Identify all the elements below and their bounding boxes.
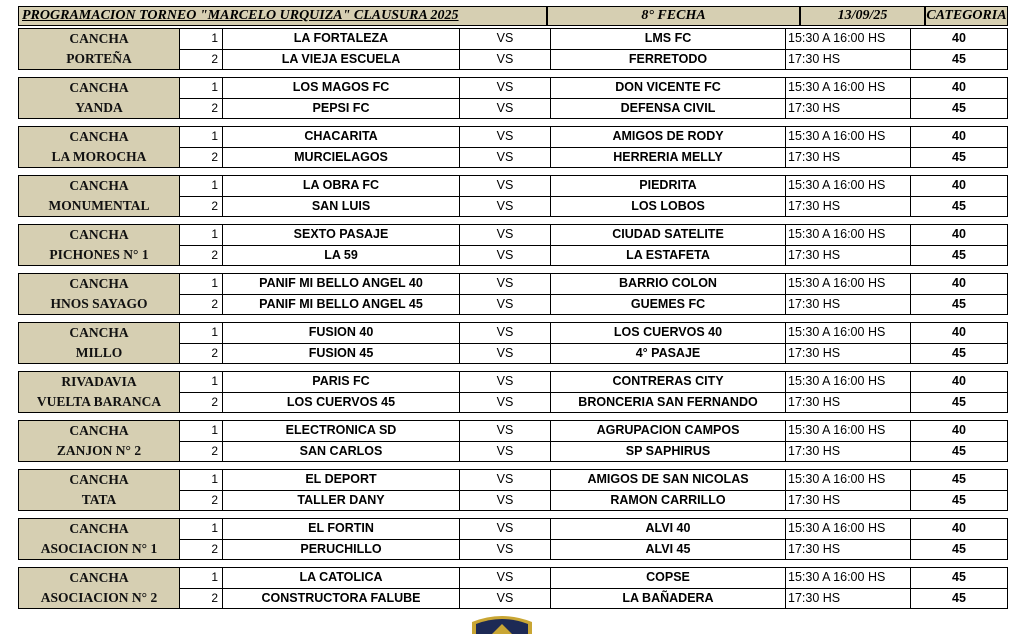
- away-team: LA BAÑADERA: [550, 589, 786, 609]
- match-category: 45: [952, 52, 966, 66]
- home-team: LA CATOLICA: [223, 568, 460, 588]
- match-time: 15:30 A 16:00 HS: [786, 519, 911, 539]
- match-number: 2: [179, 540, 223, 560]
- home-team: LOS MAGOS FC: [223, 78, 460, 98]
- versus-label: VS: [496, 570, 514, 584]
- match-time: 17:30 HS: [786, 197, 911, 217]
- match-row: [179, 421, 1007, 441]
- match-number: 2: [179, 50, 223, 70]
- match-time: 15:30 A 16:00 HS: [786, 323, 911, 343]
- versus-label: VS: [496, 227, 514, 241]
- venue-name-line: RIVADAVIA: [61, 374, 137, 389]
- tournament-title: PROGRAMACION TORNEO "MARCELO URQUIZA" CLAUSURA 2025: [18, 6, 547, 26]
- match-number: 1: [179, 470, 223, 490]
- venue-name: [19, 519, 180, 559]
- venue-block: [18, 77, 1008, 119]
- venue-block: [18, 224, 1008, 266]
- away-team: DEFENSA CIVIL: [550, 99, 786, 119]
- match-category: 40: [952, 521, 966, 535]
- venue-name-line: MILLO: [75, 345, 123, 360]
- venue-block: [18, 126, 1008, 168]
- venue-name-line: CANCHA: [69, 178, 129, 193]
- match-time: 15:30 A 16:00 HS: [786, 225, 911, 245]
- match-row: [179, 274, 1007, 294]
- match-number: 1: [179, 78, 223, 98]
- away-team: LOS CUERVOS 40: [550, 323, 786, 343]
- match-time: 17:30 HS: [786, 246, 911, 266]
- match-category: 40: [952, 325, 966, 339]
- match-category: 45: [952, 297, 966, 311]
- match-time: 15:30 A 16:00 HS: [786, 372, 911, 392]
- match-category: 45: [952, 542, 966, 556]
- match-number: 2: [179, 442, 223, 462]
- match-row: [179, 568, 1007, 588]
- venue-block: [18, 175, 1008, 217]
- match-number: 1: [179, 225, 223, 245]
- match-category: 40: [952, 423, 966, 437]
- away-team: LMS FC: [550, 29, 786, 49]
- home-team: EL DEPORT: [223, 470, 460, 490]
- match-time: 17:30 HS: [786, 148, 911, 168]
- home-team: MURCIELAGOS: [223, 148, 460, 168]
- match-time: 17:30 HS: [786, 540, 911, 560]
- venue-name-line: CANCHA: [69, 423, 129, 438]
- match-category: 45: [952, 444, 966, 458]
- match-category: 45: [952, 150, 966, 164]
- match-time: 15:30 A 16:00 HS: [786, 78, 911, 98]
- match-time: 15:30 A 16:00 HS: [786, 29, 911, 49]
- match-row: [179, 98, 1007, 118]
- match-number: 1: [179, 323, 223, 343]
- versus-label: VS: [496, 178, 514, 192]
- venue-name-line: PORTEÑA: [66, 51, 132, 66]
- venue-name: [19, 470, 180, 510]
- away-team: CONTRERAS CITY: [550, 372, 786, 392]
- match-category: 40: [952, 227, 966, 241]
- home-team: LA 59: [223, 246, 460, 266]
- versus-label: VS: [496, 521, 514, 535]
- match-time: 17:30 HS: [786, 50, 911, 70]
- away-team: DON VICENTE FC: [550, 78, 786, 98]
- match-time: 15:30 A 16:00 HS: [786, 176, 911, 196]
- match-row: [179, 519, 1007, 539]
- header-row: [18, 6, 1008, 26]
- match-number: 1: [179, 127, 223, 147]
- match-number: 2: [179, 99, 223, 119]
- venue-block: [18, 469, 1008, 511]
- match-number: 1: [179, 372, 223, 392]
- away-team: CIUDAD SATELITE: [550, 225, 786, 245]
- versus-label: VS: [496, 444, 514, 458]
- venue-name: [19, 127, 180, 167]
- venue-block: [18, 28, 1008, 70]
- venue-name-line: PICHONES N° 1: [49, 247, 149, 262]
- match-number: 2: [179, 197, 223, 217]
- versus-label: VS: [496, 472, 514, 486]
- match-row: [179, 225, 1007, 245]
- match-time: 17:30 HS: [786, 393, 911, 413]
- away-team: ALVI 40: [550, 519, 786, 539]
- venue-name: [19, 323, 180, 363]
- venue-name-line: TATA: [81, 492, 117, 507]
- match-time: 15:30 A 16:00 HS: [786, 470, 911, 490]
- home-team: SAN CARLOS: [223, 442, 460, 462]
- match-number: 1: [179, 519, 223, 539]
- home-team: LA FORTALEZA: [223, 29, 460, 49]
- venue-name: [19, 176, 180, 216]
- venue-name-line: MONUMENTAL: [48, 198, 150, 213]
- match-number: 1: [179, 274, 223, 294]
- versus-label: VS: [496, 31, 514, 45]
- venue-name-line: HNOS SAYAGO: [50, 296, 148, 311]
- away-team: LOS LOBOS: [550, 197, 786, 217]
- venue-name-line: LA MOROCHA: [51, 149, 147, 164]
- match-row: [179, 343, 1007, 363]
- versus-label: VS: [496, 374, 514, 388]
- away-team: ALVI 45: [550, 540, 786, 560]
- match-time: 15:30 A 16:00 HS: [786, 127, 911, 147]
- versus-label: VS: [496, 395, 514, 409]
- venue-name-line: CANCHA: [69, 227, 129, 242]
- home-team: TALLER DANY: [223, 491, 460, 511]
- away-team: 4° PASAJE: [550, 344, 786, 364]
- venue-name-line: ZANJON N° 2: [56, 443, 142, 458]
- match-time: 17:30 HS: [786, 344, 911, 364]
- home-team: SAN LUIS: [223, 197, 460, 217]
- away-team: AMIGOS DE RODY: [550, 127, 786, 147]
- venue-name: [19, 274, 180, 314]
- versus-label: VS: [496, 346, 514, 360]
- match-category: 40: [952, 129, 966, 143]
- match-number: 1: [179, 29, 223, 49]
- match-row: [179, 470, 1007, 490]
- away-team: HERRERIA MELLY: [550, 148, 786, 168]
- match-number: 1: [179, 568, 223, 588]
- match-time: 17:30 HS: [786, 442, 911, 462]
- versus-label: VS: [496, 52, 514, 66]
- away-team: BARRIO COLON: [550, 274, 786, 294]
- home-team: PANIF MI BELLO ANGEL 45: [223, 295, 460, 315]
- match-number: 2: [179, 246, 223, 266]
- match-category: 45: [952, 346, 966, 360]
- home-team: LA OBRA FC: [223, 176, 460, 196]
- round-label: 8° FECHA: [547, 6, 800, 26]
- venue-name: [19, 29, 180, 69]
- venue-name-line: ASOCIACION N° 1: [40, 541, 158, 556]
- match-row: [179, 392, 1007, 412]
- versus-label: VS: [496, 248, 514, 262]
- versus-label: VS: [496, 199, 514, 213]
- home-team: CHACARITA: [223, 127, 460, 147]
- home-team: PANIF MI BELLO ANGEL 40: [223, 274, 460, 294]
- match-category: 40: [952, 80, 966, 94]
- home-team: LOS CUERVOS 45: [223, 393, 460, 413]
- match-row: [179, 176, 1007, 196]
- match-number: 2: [179, 295, 223, 315]
- match-row: [179, 441, 1007, 461]
- venue-name-line: CANCHA: [69, 521, 129, 536]
- match-time: 17:30 HS: [786, 99, 911, 119]
- match-category: 40: [952, 374, 966, 388]
- venue-name-line: CANCHA: [69, 129, 129, 144]
- match-category: 40: [952, 178, 966, 192]
- match-number: 2: [179, 344, 223, 364]
- match-row: [179, 372, 1007, 392]
- away-team: BRONCERIA SAN FERNANDO: [550, 393, 786, 413]
- versus-label: VS: [496, 493, 514, 507]
- match-row: [179, 147, 1007, 167]
- away-team: SP SAPHIRUS: [550, 442, 786, 462]
- venue-block: [18, 567, 1008, 609]
- away-team: COPSE: [550, 568, 786, 588]
- match-row: [179, 539, 1007, 559]
- match-time: 17:30 HS: [786, 295, 911, 315]
- match-row: [179, 29, 1007, 49]
- home-team: PARIS FC: [223, 372, 460, 392]
- venue-name: [19, 568, 180, 608]
- versus-label: VS: [496, 129, 514, 143]
- home-team: PERUCHILLO: [223, 540, 460, 560]
- match-number: 2: [179, 148, 223, 168]
- match-time: 17:30 HS: [786, 589, 911, 609]
- versus-label: VS: [496, 101, 514, 115]
- away-team: RAMON CARRILLO: [550, 491, 786, 511]
- versus-label: VS: [496, 276, 514, 290]
- versus-label: VS: [496, 80, 514, 94]
- match-category: 40: [952, 276, 966, 290]
- match-row: [179, 196, 1007, 216]
- versus-label: VS: [496, 325, 514, 339]
- match-category: 45: [952, 395, 966, 409]
- match-row: [179, 127, 1007, 147]
- match-category: 45: [952, 199, 966, 213]
- match-number: 2: [179, 589, 223, 609]
- match-row: [179, 245, 1007, 265]
- match-number: 2: [179, 393, 223, 413]
- venue-name-line: CANCHA: [69, 276, 129, 291]
- versus-label: VS: [496, 297, 514, 311]
- date-label: 13/09/25: [800, 6, 925, 26]
- home-team: FUSION 45: [223, 344, 460, 364]
- home-team: EL FORTIN: [223, 519, 460, 539]
- match-number: 2: [179, 491, 223, 511]
- venue-name-line: CANCHA: [69, 325, 129, 340]
- venue-name: [19, 421, 180, 461]
- category-header: CATEGORIA: [925, 6, 1008, 26]
- home-team: PEPSI FC: [223, 99, 460, 119]
- home-team: ELECTRONICA SD: [223, 421, 460, 441]
- match-number: 1: [179, 176, 223, 196]
- venue-block: [18, 518, 1008, 560]
- match-time: 15:30 A 16:00 HS: [786, 568, 911, 588]
- league-crest-icon: [470, 614, 534, 634]
- venue-name: [19, 225, 180, 265]
- venue-name: [19, 78, 180, 118]
- match-time: 17:30 HS: [786, 491, 911, 511]
- home-team: SEXTO PASAJE: [223, 225, 460, 245]
- versus-label: VS: [496, 423, 514, 437]
- match-time: 15:30 A 16:00 HS: [786, 274, 911, 294]
- match-time: 15:30 A 16:00 HS: [786, 421, 911, 441]
- away-team: AMIGOS DE SAN NICOLAS: [550, 470, 786, 490]
- venue-block: [18, 371, 1008, 413]
- home-team: FUSION 40: [223, 323, 460, 343]
- match-row: [179, 78, 1007, 98]
- match-row: [179, 323, 1007, 343]
- venue-name-line: CANCHA: [69, 31, 129, 46]
- versus-label: VS: [496, 542, 514, 556]
- away-team: FERRETODO: [550, 50, 786, 70]
- match-category: 45: [952, 248, 966, 262]
- away-team: GUEMES FC: [550, 295, 786, 315]
- venue-name-line: CANCHA: [69, 80, 129, 95]
- venue-block: [18, 322, 1008, 364]
- match-row: [179, 49, 1007, 69]
- home-team: LA VIEJA ESCUELA: [223, 50, 460, 70]
- venue-name: [19, 372, 180, 412]
- match-category: 45: [952, 591, 966, 605]
- match-row: [179, 490, 1007, 510]
- match-row: [179, 588, 1007, 608]
- venue-name-line: VUELTA BARANCA: [36, 394, 162, 409]
- home-team: CONSTRUCTORA FALUBE: [223, 589, 460, 609]
- venue-name-line: YANDA: [75, 100, 123, 115]
- venue-block: [18, 420, 1008, 462]
- match-number: 1: [179, 421, 223, 441]
- match-category: 45: [952, 493, 966, 507]
- match-category: 45: [952, 101, 966, 115]
- match-category: 40: [952, 31, 966, 45]
- venue-name-line: CANCHA: [69, 472, 129, 487]
- away-team: PIEDRITA: [550, 176, 786, 196]
- venue-name-line: ASOCIACION N° 2: [40, 590, 158, 605]
- away-team: AGRUPACION CAMPOS: [550, 421, 786, 441]
- away-team: LA ESTAFETA: [550, 246, 786, 266]
- match-category: 45: [952, 570, 966, 584]
- venue-name-line: CANCHA: [69, 570, 129, 585]
- versus-label: VS: [496, 150, 514, 164]
- venue-block: [18, 273, 1008, 315]
- match-category: 45: [952, 472, 966, 486]
- versus-label: VS: [496, 591, 514, 605]
- match-row: [179, 294, 1007, 314]
